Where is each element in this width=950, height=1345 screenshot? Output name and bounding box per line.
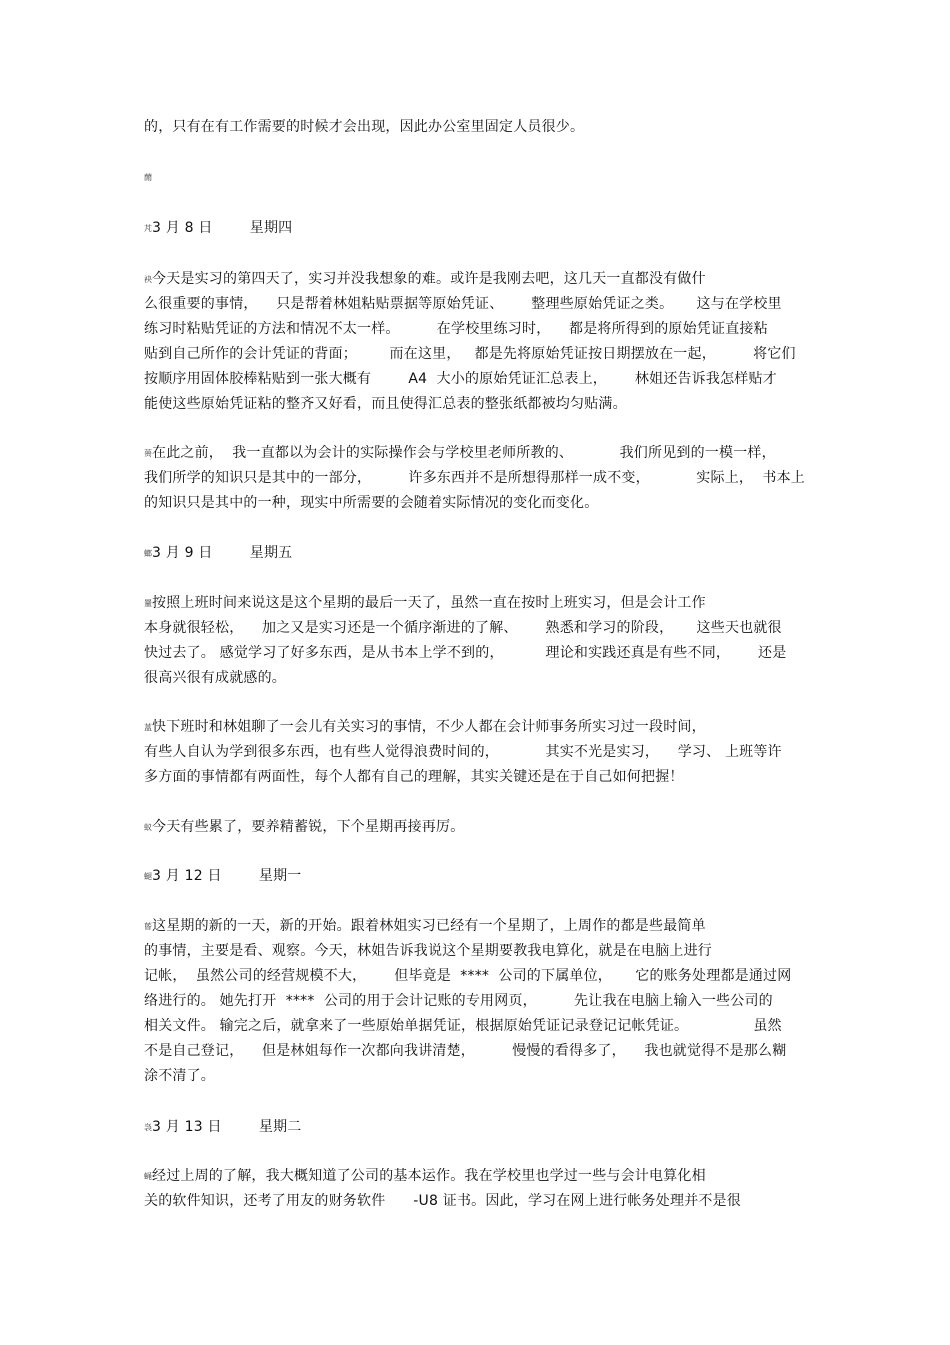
margin-mark: 袂 — [144, 275, 152, 284]
date-heading — [144, 544, 292, 563]
text-line: 按顺序用固体胶棒粘贴到一张大概有 A4 大小的原始凭证汇总表上， 林姐还告诉我怎样贴才 — [144, 371, 777, 387]
text-line: 的，只有在有工作需要的时候才会出现，因此办公室里固定人员很少。 — [144, 119, 585, 135]
margin-mark: 蕑 — [144, 173, 152, 182]
text-line: 相关文件。 输完之后，就拿来了一些原始单据凭证，根据原始凭证记录登记记帐凭证。 虽然 — [144, 1018, 782, 1034]
margin-mark: 螁 — [144, 872, 152, 881]
margin-mark: 蝇 — [144, 1172, 152, 1181]
text-line-content: 按照上班时间来说这是这个星期的最后一天了，虽然一直在按时上班实习，但是会计工作 — [152, 595, 706, 611]
text-line: 贴到自己所作的会计凭证的背面； 而在这里， 都是先将原始凭证按日期摆放在一起， 将它们 — [144, 346, 796, 362]
text-line: 关的软件知识，还考了用友的财务软件 -U8 证书。因此，学习在网上进行帐务处理并不是很 — [144, 1193, 741, 1209]
text-line — [144, 917, 706, 936]
text-line-content: 在此之前， 我一直都以为会计的实际操作会与学校里老师所教的、 我们所见到的一模一样， — [152, 445, 776, 461]
text-line-content: 快下班时和林姐聊了一会儿有关实习的事情，不少人都在会计师事务所实习过一段时间， — [152, 719, 706, 735]
text-line: 的知识只是其中的一种，现实中所需要的会随着实际情况的变化而变化。 — [144, 495, 599, 511]
margin-mark: 蒕 — [144, 723, 152, 732]
date-heading-text: 3 月 13 日 星期二 — [152, 1119, 302, 1135]
text-line: 络进行的。 她先打开 **** 公司的用于会计记账的专用网页， 先让我在电脑上输入一些公司的 — [144, 993, 773, 1009]
text-line: 很高兴很有成就感的。 — [144, 670, 286, 686]
text-line — [144, 818, 464, 837]
margin-mark: 蒉 — [144, 449, 152, 458]
text-line — [144, 594, 706, 613]
text-line-content: 这星期的新的一天，新的开始。跟着林姐实习已经有一个星期了，上周作的都是些最简单 — [152, 918, 706, 934]
text-line — [144, 270, 706, 289]
margin-mark: 袅 — [144, 1123, 152, 1132]
margin-mark: 蚁 — [144, 823, 152, 832]
text-line: 不是自己登记， 但是林姐每作一次都向我讲清楚， 慢慢的看得多了， 我也就觉得不是那么糊 — [144, 1043, 787, 1059]
text-line: 有些人自认为学到很多东西，也有些人觉得浪费时间的， 其实不光是实习， 学习、 上班等许 — [144, 744, 782, 760]
text-line: 本身就很轻松， 加之又是实习还是一个循序渐进的了解、 熟悉和学习的阶段， 这些天也就很 — [144, 620, 782, 636]
text-line: 快过去了。 感觉学习了好多东西，是从书本上学不到的， 理论和实践还真是有些不同， 还是 — [144, 645, 787, 661]
text-line: 能使这些原始凭证粘的整齐又好看，而且使得汇总表的整张纸都被均匀贴满。 — [144, 396, 627, 412]
text-line: 多方面的事情都有两面性，每个人都有自己的理解，其实关键还是在于自己如何把握！ — [144, 769, 684, 785]
margin-mark: 螂 — [144, 549, 152, 558]
text-line: 么很重要的事情， 只是帮着林姐粘贴票据等原始凭证、 整理些原始凭证之类。 这与在学校里 — [144, 296, 782, 312]
date-heading — [144, 219, 292, 238]
margin-mark: 芃 — [144, 224, 152, 233]
text-line — [144, 444, 776, 463]
margin-mark: 罿 — [144, 599, 152, 608]
date-heading-text: 3 月 9 日 星期五 — [152, 545, 293, 561]
text-line: 练习时粘贴凭证的方法和情况不太一样。 在学校里练习时， 都是将所得到的原始凭证直接粘 — [144, 321, 768, 337]
text-line: 记帐， 虽然公司的经营规模不大， 但毕竟是 **** 公司的下属单位， 它的账务处理都是通过网 — [144, 968, 792, 984]
text-line — [144, 718, 706, 737]
text-line-content: 经过上周的了解，我大概知道了公司的基本运作。我在学校里也学过一些与会计电算化相 — [152, 1168, 706, 1184]
date-heading — [144, 1118, 301, 1137]
date-heading-text: 3 月 12 日 星期一 — [152, 868, 302, 884]
text-line-content: 今天有些累了，要养精蓄锐，下个星期再接再厉。 — [152, 819, 465, 835]
date-heading — [144, 867, 301, 886]
text-line: 我们所学的知识只是其中的一部分， 许多东西并不是所想得那样一成不变， 实际上， 书本上 — [144, 470, 806, 486]
text-line: 涂不清了。 — [144, 1068, 215, 1084]
text-line: 的事情，主要是看、观察。今天，林姐告诉我说这个星期要教我电算化，就是在电脑上进行 — [144, 943, 712, 959]
margin-mark: 蒈 — [144, 922, 152, 931]
text-line-content: 今天是实习的第四天了，实习并没我想象的难。或许是我刚去吧，这几天一直都没有做什 — [152, 271, 706, 287]
text-line — [144, 1167, 706, 1186]
date-heading-text: 3 月 8 日 星期四 — [152, 220, 293, 236]
